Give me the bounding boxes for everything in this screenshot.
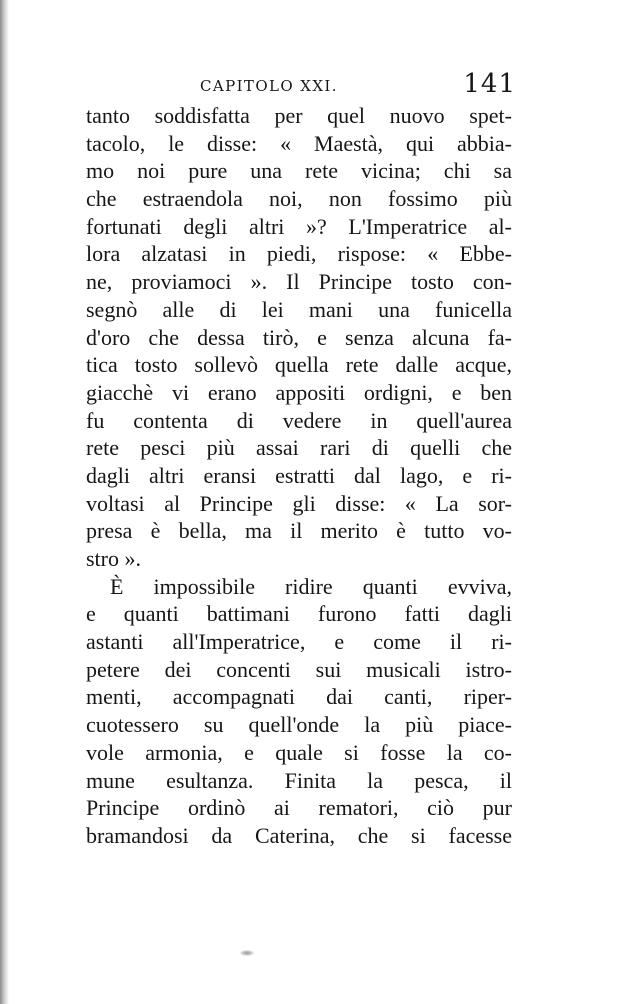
text-line: vole armonia, e quale si fosse la co- — [86, 739, 512, 765]
text-line: cuotessero su quell'onde la più piace- — [86, 712, 512, 738]
text-line: tica tosto sollevò quella rete dalle acque, — [86, 352, 512, 378]
book-page — [86, 64, 516, 850]
text-line: d'oro che dessa tirò, e senza alcuna fa- — [86, 324, 512, 350]
text-line: ne, proviamoci ». Il Principe tosto con- — [86, 269, 512, 295]
text-line: tanto soddisfatta per quel nuovo spet- — [86, 103, 512, 128]
text-line: voltasi al Principe gli disse: « La sor- — [86, 490, 512, 516]
ink-speck — [240, 950, 254, 956]
text-line: giacchè vi erano appositi ordigni, e ben — [86, 379, 512, 405]
page-edge-shadow — [0, 0, 9, 1004]
text-line: fortunati degli altri »? L'Imperatrice al- — [86, 213, 512, 239]
page-number: 141 — [463, 69, 516, 99]
page-header — [86, 64, 516, 100]
running-title: CAPITOLO XXI. — [200, 77, 338, 95]
text-line: menti, accompagnati dai canti, riper- — [86, 684, 512, 710]
text-line: astanti all'Imperatrice, e come il ri- — [86, 629, 512, 655]
text-line: Principe ordinò ai rematori, ciò pur — [86, 795, 512, 821]
body-text — [86, 102, 512, 850]
text-line: fu contenta di vedere in quell'aurea — [86, 407, 512, 433]
text-line: lora alzatasi in piedi, rispose: « Ebbe- — [86, 241, 512, 267]
paragraph-start-line: È impossibile ridire quanti evviva, — [110, 573, 512, 599]
text-line: presa è bella, ma il merito è tutto vo- — [86, 518, 512, 544]
text-line: che estraendola noi, non fossimo più — [86, 186, 512, 212]
text-line: e quanti battimani furono fatti dagli — [86, 601, 512, 627]
text-line: tacolo, le disse: « Maestà, qui abbia- — [86, 130, 512, 156]
paragraph-end-line: stro ». — [86, 546, 141, 571]
text-line: rete pesci più assai rari di quelli che — [86, 435, 512, 461]
text-line: dagli altri eransi estratti dal lago, e ri- — [86, 462, 512, 488]
text-line: petere dei concenti sui musicali istro- — [86, 656, 512, 682]
text-line: mune esultanza. Finita la pesca, il — [86, 767, 512, 793]
text-line: bramandosi da Caterina, che si facesse — [86, 822, 512, 848]
text-line: segnò alle di lei mani una funicella — [86, 296, 512, 322]
text-line: mo noi pure una rete vicina; chi sa — [86, 158, 512, 184]
